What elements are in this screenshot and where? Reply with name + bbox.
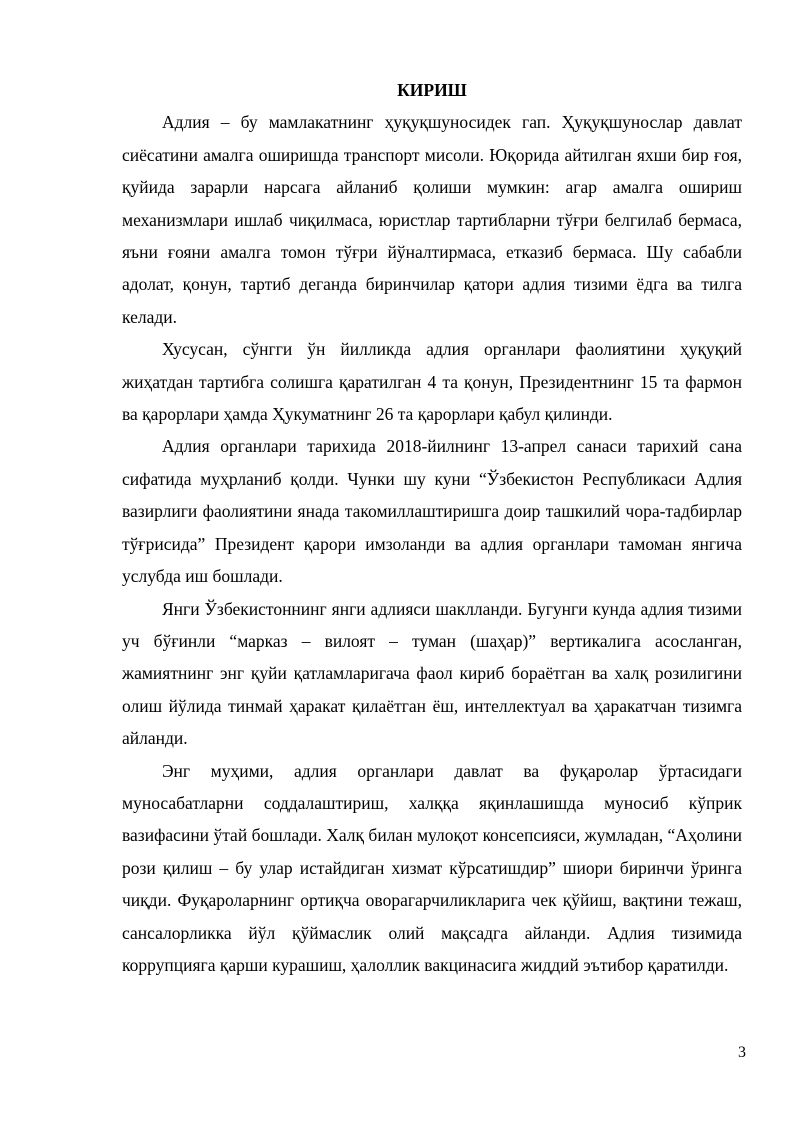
paragraph-3: Адлия органлари тарихида 2018-йилнинг 13-апрел санаси тарихий сана сифатида муҳрланиб қолди. Чунки шу куни “Ўзбекистон Республикаси Адлия вазирлиги фаолиятини янада такомиллаштиришга доир ташкилий чора-тадбирлар тўғрисида” Президент қарори имзоланди ва адлия органлари тамоман янгича услубда иш бошлади. <box>122 436 742 587</box>
paragraph-5: Энг муҳими, адлия органлари давлат ва фуқаролар ўртасидаги муносабатларни соддалаштириш, халққа яқинлашишда муносиб кўприк вазифасини ўтай бошлади. Халқ билан мулоқот консепсияси, жумладан, “Аҳолини рози қилиш – бу улар истайдиган хизмат кўрсатишдир” шиори биринчи ўринга чиқди. Фуқароларнинг ортиқча оворагарчиликларига чек қўйиш, вақтини тежаш, сансалорликка йўл қўймаслик олий мақсадга айланди. Адлия тизимида коррупцияга қарши курашиш, ҳалоллик вакцинасига жиддий эътибор қаратилди. <box>122 760 742 975</box>
paragraph-2: Хусусан, сўнгги ўн йилликда адлия органлари фаолиятини ҳуқуқий жиҳатдан тартибга солишга қаратилган 4 та қонун, Президентнинг 15 та фармон ва қарорлари ҳамда Ҳукуматнинг 26 та қарорлари қабул қилинди. <box>122 339 742 425</box>
page-content <box>122 74 742 981</box>
paragraph-4: Янги Ўзбекистоннинг янги адлияси шаклланди. Бугунги кунда адлия тизими уч бўғинли “марказ – вилоят – туман (шаҳар)” вертикалига асосланган, жамиятнинг энг қуйи қатламларигача фаол кириб бораётган ва халқ розилигини олиш йўлида тинмай ҳаракат қилаётган ёш, интеллектуал ва ҳаракатчан тизимга айланди. <box>122 598 742 749</box>
page-number: 3 <box>738 1044 746 1061</box>
section-title: КИРИШ <box>397 80 467 100</box>
paragraph-1: Адлия – бу мамлакатнинг ҳуқуқшуносидек гап. Ҳуқуқшунослар давлат сиёсатини амалга оширишда транспорт мисоли. Юқорида айтилган яхши бир ғоя, қуйида зарарли нарсага айланиб қолиши мумкин: агар амалга ошириш механизмлари ишлаб чиқилмаса, юристлар тартибларни тўғри белгилаб бермаса, яъни ғояни амалга томон тўғри йўналтирмаса, етказиб бермаса. Шу сабабли адолат, қонун, тартиб деганда биринчилар қатори адлия тизими ёдга ва тилга келади. <box>122 112 742 327</box>
